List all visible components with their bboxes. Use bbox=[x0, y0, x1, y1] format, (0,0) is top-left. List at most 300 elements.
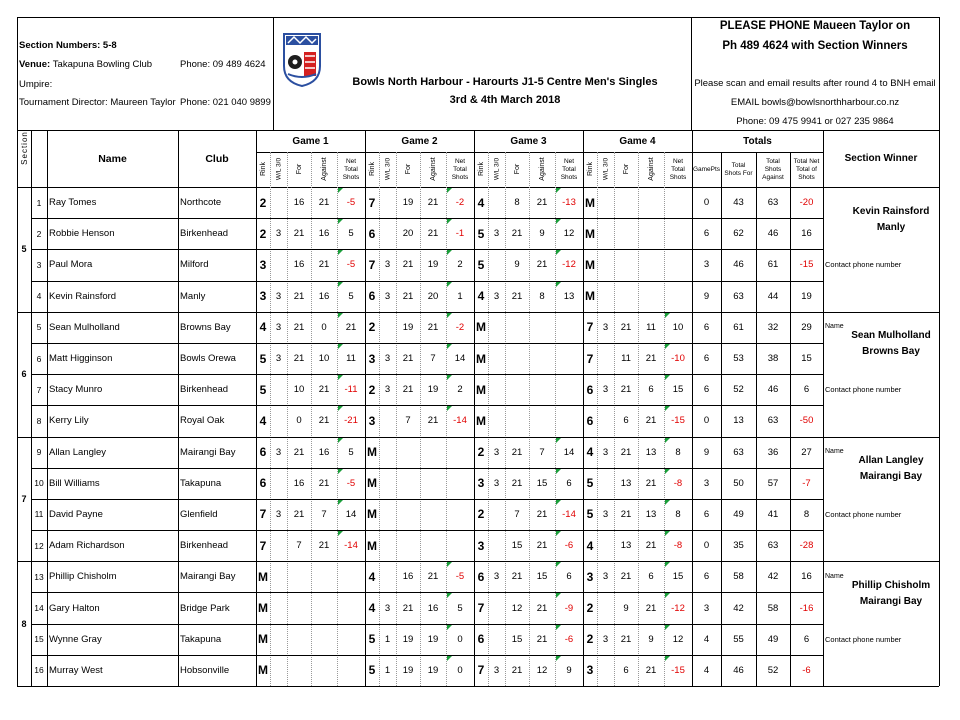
header-line: Shots bbox=[798, 173, 815, 181]
total-shots-for: 53 bbox=[733, 353, 744, 365]
game-3-for: 7 bbox=[514, 508, 520, 520]
player-name: David Payne bbox=[49, 508, 103, 520]
game-4-against: 21 bbox=[645, 664, 657, 676]
player-name: Kevin Rainsford bbox=[49, 290, 117, 302]
game-2-wl: 3 bbox=[384, 602, 391, 614]
game-4-rink: 7 bbox=[586, 320, 594, 335]
game-1-wl bbox=[270, 249, 287, 280]
game-3-against bbox=[529, 405, 555, 436]
game-4-net: 12 bbox=[672, 633, 684, 645]
game-4-against: 13 bbox=[645, 508, 657, 520]
total-game-pts: 6 bbox=[703, 228, 710, 240]
game-3-against: 9 bbox=[539, 228, 545, 240]
game-4-wl bbox=[597, 405, 614, 436]
total-net-shots: 8 bbox=[803, 508, 810, 520]
game-3-against-header: Against bbox=[538, 157, 546, 181]
winner-name-label: Name bbox=[825, 448, 844, 455]
game-3-net: 13 bbox=[563, 290, 575, 302]
comment-marker-icon bbox=[556, 656, 561, 661]
game-2-for: 21 bbox=[402, 353, 414, 365]
player-number: 4 bbox=[36, 291, 42, 302]
comment-marker-icon bbox=[338, 469, 343, 474]
comment-marker-icon bbox=[338, 344, 343, 349]
game-4-against bbox=[638, 218, 664, 249]
game-4-for: 9 bbox=[623, 602, 629, 614]
comment-marker-icon bbox=[447, 656, 452, 661]
bowls-north-harbour-logo bbox=[280, 32, 324, 88]
game-3-wl bbox=[488, 405, 505, 436]
player-number: 6 bbox=[36, 353, 42, 364]
total-net-shots: 15 bbox=[801, 353, 812, 365]
game-3-wl: 3 bbox=[493, 290, 500, 302]
net-header-line: Total bbox=[671, 165, 685, 173]
total-shots-for: 63 bbox=[733, 290, 744, 302]
game-2-wl bbox=[379, 218, 396, 249]
game-4-rink: 5 bbox=[586, 476, 594, 491]
game-3-wl bbox=[488, 624, 505, 655]
game-3-net bbox=[555, 343, 583, 374]
net-header-line: Net bbox=[345, 157, 357, 165]
game-3-net: -6 bbox=[564, 540, 574, 552]
comment-marker-icon bbox=[665, 562, 670, 567]
game-3-for bbox=[505, 374, 529, 405]
player-club: Birkenhead bbox=[180, 228, 229, 240]
header-divider-left bbox=[273, 17, 274, 130]
game-4-net: 8 bbox=[675, 446, 681, 458]
section-winner-name: Sean Mulholland bbox=[851, 330, 931, 342]
game-2-against: 16 bbox=[427, 602, 439, 614]
game-3-against: 15 bbox=[536, 571, 548, 583]
total-shots-against: 44 bbox=[767, 290, 779, 302]
total-shots-for: 35 bbox=[733, 540, 744, 552]
game-2-for: 19 bbox=[402, 197, 414, 209]
section-numbers: Section Numbers: 5-8 bbox=[19, 39, 117, 51]
comment-marker-icon bbox=[665, 313, 670, 318]
game-3-rink: 2 bbox=[477, 445, 485, 460]
comment-marker-icon bbox=[556, 438, 561, 443]
game-4-against-header: Against bbox=[647, 157, 655, 181]
game-4-wl bbox=[597, 187, 614, 218]
game-1-against: 16 bbox=[318, 228, 330, 240]
game-3-for bbox=[505, 405, 529, 436]
game-3-rink: 4 bbox=[477, 289, 485, 304]
game-4-wl: 3 bbox=[602, 508, 609, 520]
game-4-rink: 6 bbox=[586, 382, 594, 397]
game-3-wl bbox=[488, 374, 505, 405]
game-2-rink: 3 bbox=[368, 351, 376, 366]
section-winner-club: Mairangi Bay bbox=[859, 471, 923, 482]
game-1-wl: 3 bbox=[275, 290, 282, 302]
total-game-pts: 6 bbox=[703, 508, 710, 520]
game-1-wl bbox=[270, 655, 287, 686]
game-4-wl bbox=[597, 655, 614, 686]
section-winner-name: Allan Langley bbox=[858, 455, 924, 466]
game-3-for: 21 bbox=[511, 446, 523, 458]
game-3-rink: 7 bbox=[477, 663, 485, 678]
total-shots-for: 13 bbox=[733, 415, 744, 427]
player-club: Mairangi Bay bbox=[180, 446, 236, 458]
game-2-wl: 1 bbox=[384, 664, 391, 676]
game-4-for bbox=[614, 218, 638, 249]
game-2-rink: 7 bbox=[368, 257, 376, 272]
game-3-rink: 7 bbox=[477, 601, 485, 616]
comment-marker-icon bbox=[338, 250, 343, 255]
comment-marker-icon bbox=[447, 593, 452, 598]
player-club: Hobsonville bbox=[180, 664, 230, 676]
net-header-line: Shots bbox=[560, 173, 578, 181]
game-4-against: 21 bbox=[645, 477, 657, 489]
section-winner-club: Browns Bay bbox=[862, 346, 920, 358]
player-club: Birkenhead bbox=[180, 540, 229, 552]
game-4-wl bbox=[597, 592, 614, 623]
game-2-for-header: For bbox=[404, 163, 412, 175]
game-3-wl bbox=[488, 592, 505, 623]
game-2-wl bbox=[379, 530, 396, 561]
game-2-for: 21 bbox=[402, 290, 414, 302]
comment-marker-icon bbox=[556, 188, 561, 193]
game-4-for bbox=[614, 187, 638, 218]
comment-marker-icon bbox=[556, 593, 561, 598]
comment-marker-icon bbox=[338, 500, 343, 505]
comment-marker-icon bbox=[556, 531, 561, 536]
game-4-for bbox=[614, 249, 638, 280]
sheet-dates: 3rd & 4th March 2018 bbox=[449, 94, 561, 106]
game-4-net: 15 bbox=[672, 571, 684, 583]
game-1-rink: M bbox=[258, 569, 268, 584]
game-4-net: 8 bbox=[675, 508, 681, 520]
venue-label: Venue: bbox=[19, 58, 51, 70]
total-shots-for: 61 bbox=[733, 321, 744, 333]
header-line: Total Net bbox=[793, 157, 820, 165]
game-1-rink: 3 bbox=[259, 289, 267, 304]
total-game-pts: 4 bbox=[703, 664, 710, 676]
player-name: Paul Mora bbox=[49, 259, 93, 271]
player-number: 16 bbox=[34, 665, 44, 676]
player-club: Bridge Park bbox=[180, 602, 230, 614]
game-1-rink: 5 bbox=[259, 351, 267, 366]
net-header-line: Total bbox=[562, 165, 576, 173]
player-club: Bowls Orewa bbox=[180, 353, 236, 365]
game-3-rink: 6 bbox=[477, 632, 485, 647]
column-line bbox=[178, 130, 179, 686]
game-1-wl: 3 bbox=[275, 446, 282, 458]
game-1-wl bbox=[270, 592, 287, 623]
game-1-for bbox=[287, 592, 311, 623]
total-shots-for: 50 bbox=[733, 477, 744, 489]
game-3-net: 9 bbox=[566, 664, 572, 676]
game-1-wl: 3 bbox=[275, 353, 282, 365]
game-1-wl-header: W/L 3/0 bbox=[275, 157, 282, 181]
game-1-against: 21 bbox=[318, 197, 330, 209]
game-3-against: 21 bbox=[536, 197, 548, 209]
game-1-for: 16 bbox=[293, 259, 305, 271]
game-3-wl: 3 bbox=[493, 228, 500, 240]
game-2-rink: 4 bbox=[368, 569, 376, 584]
comment-marker-icon bbox=[556, 469, 561, 474]
section-winner-header: Section Winner bbox=[844, 153, 918, 164]
section-number: 7 bbox=[21, 493, 27, 504]
player-name: Phillip Chisholm bbox=[49, 571, 117, 583]
game-1-rink: 4 bbox=[259, 413, 267, 428]
player-name: Gary Halton bbox=[49, 602, 100, 614]
comment-marker-icon bbox=[665, 469, 670, 474]
game-4-wl bbox=[597, 343, 614, 374]
game-4-for: 21 bbox=[620, 321, 632, 333]
game-4-against: 21 bbox=[645, 353, 657, 365]
total-game-pts: 6 bbox=[703, 353, 710, 365]
club-header: Club bbox=[205, 152, 229, 165]
total-game-pts: 0 bbox=[703, 415, 710, 427]
game-4-for: 13 bbox=[620, 477, 632, 489]
game-1-rink: 7 bbox=[259, 538, 267, 553]
game-4-against: 21 bbox=[645, 415, 657, 427]
game-3-net bbox=[555, 405, 583, 436]
game-1-net bbox=[337, 624, 365, 655]
game-3-rink: 3 bbox=[477, 476, 485, 491]
game-1-for: 10 bbox=[293, 384, 305, 396]
game-2-for bbox=[396, 468, 420, 499]
game-3-against: 12 bbox=[536, 664, 548, 676]
game-1-against: 16 bbox=[318, 446, 330, 458]
header-line: Shots For bbox=[724, 169, 753, 177]
player-number: 5 bbox=[36, 322, 42, 333]
game-3-for: 21 bbox=[511, 664, 523, 676]
player-name: Robbie Henson bbox=[49, 228, 115, 240]
game-1-rink: 4 bbox=[259, 320, 267, 335]
game-2-net bbox=[446, 437, 474, 468]
game-3-net: -12 bbox=[562, 259, 576, 271]
comment-marker-icon bbox=[556, 282, 561, 287]
total-game-pts: 3 bbox=[703, 477, 710, 489]
total-shots-against: 52 bbox=[767, 664, 779, 676]
game-4-for: 11 bbox=[621, 353, 631, 365]
game-4-rink: 2 bbox=[586, 601, 594, 616]
phone-instruction-2: Ph 489 4624 with Section Winners bbox=[722, 40, 908, 52]
game-3-wl bbox=[488, 187, 505, 218]
game-3-for: 21 bbox=[511, 477, 523, 489]
game-1-wl: 3 bbox=[275, 228, 282, 240]
total-net-shots: -16 bbox=[799, 602, 814, 614]
game-4-for: 21 bbox=[620, 571, 632, 583]
game-2-rink-header: Rink bbox=[368, 162, 376, 176]
game-4-against bbox=[638, 187, 664, 218]
game-1-wl bbox=[270, 530, 287, 561]
game-3-rink: 6 bbox=[477, 569, 485, 584]
player-club: Takapuna bbox=[180, 477, 222, 489]
game-3-rink: 3 bbox=[477, 538, 485, 553]
game-4-net: 15 bbox=[672, 384, 684, 396]
total-game-pts: 0 bbox=[703, 197, 710, 209]
game-4-for-header: For bbox=[622, 163, 630, 175]
game-2-for: 21 bbox=[402, 602, 414, 614]
game-3-net bbox=[555, 312, 583, 343]
game-4-against: 11 bbox=[646, 321, 656, 333]
game-2-net: -5 bbox=[455, 571, 465, 583]
player-club: Mairangi Bay bbox=[180, 571, 236, 583]
game-1-wl bbox=[270, 187, 287, 218]
game-3-for bbox=[505, 312, 529, 343]
game-3-rink: M bbox=[476, 413, 486, 428]
game-2-wl bbox=[379, 405, 396, 436]
game-2-for: 21 bbox=[402, 259, 414, 271]
game-2-against: 20 bbox=[427, 290, 439, 302]
player-name: Allan Langley bbox=[49, 446, 107, 458]
game-4-net: -8 bbox=[673, 540, 683, 552]
game-3-wl: 3 bbox=[493, 571, 500, 583]
comment-marker-icon bbox=[665, 500, 670, 505]
game-3-against: 21 bbox=[536, 602, 548, 614]
game-3-rink: M bbox=[476, 320, 486, 335]
game-4-against: 13 bbox=[645, 446, 657, 458]
section-number: 5 bbox=[21, 244, 27, 255]
game-3-wl: 3 bbox=[493, 446, 500, 458]
phone-instruction-3: Phone: 09 475 9941 or 027 235 9864 bbox=[736, 115, 894, 127]
game-1-against: 21 bbox=[318, 259, 330, 271]
player-name: Murray West bbox=[49, 664, 103, 676]
game-2-wl bbox=[379, 499, 396, 530]
game-3-rink: 5 bbox=[477, 257, 485, 272]
game-3-net bbox=[555, 374, 583, 405]
game-1-against bbox=[311, 561, 337, 592]
game-2-net: -1 bbox=[455, 228, 465, 240]
game-3-against: 15 bbox=[536, 477, 548, 489]
total-shots-for: 55 bbox=[733, 633, 744, 645]
game-3-against: 21 bbox=[536, 540, 548, 552]
game-3-against: 8 bbox=[539, 290, 545, 302]
game-4-for: 21 bbox=[620, 508, 632, 520]
total-net-shots: 19 bbox=[801, 290, 812, 302]
comment-marker-icon bbox=[447, 313, 452, 318]
game-2-rink: 3 bbox=[368, 413, 376, 428]
umpire: Umpire: bbox=[19, 78, 53, 90]
game-1-net: 5 bbox=[348, 446, 354, 458]
comment-marker-icon bbox=[665, 438, 670, 443]
game-4-wl bbox=[597, 468, 614, 499]
game-1-against: 0 bbox=[321, 321, 327, 333]
game-2-against bbox=[420, 437, 446, 468]
player-name: Sean Mulholland bbox=[49, 321, 120, 333]
director-value: Maureen Taylor bbox=[110, 96, 176, 108]
game-2-net: 0 bbox=[457, 664, 463, 676]
game-4-wl bbox=[597, 249, 614, 280]
net-header-line: Net bbox=[672, 157, 684, 165]
comment-marker-icon bbox=[338, 188, 343, 193]
game-1-against: 21 bbox=[318, 477, 330, 489]
game-4-wl: 3 bbox=[602, 633, 609, 645]
name-header: Name bbox=[98, 152, 127, 165]
game-1-against: 16 bbox=[318, 290, 330, 302]
comment-marker-icon bbox=[556, 562, 561, 567]
director-phone: Phone: 021 040 9899 bbox=[180, 96, 271, 108]
player-name: Bill Williams bbox=[49, 477, 100, 489]
game-1-wl bbox=[270, 624, 287, 655]
game-4-rink: 7 bbox=[586, 351, 594, 366]
game-4-net: 10 bbox=[672, 321, 684, 333]
game-2-rink: 6 bbox=[368, 226, 376, 241]
game-3-wl bbox=[488, 249, 505, 280]
section-header-label: Section bbox=[19, 131, 29, 165]
net-header-line: Shots bbox=[451, 173, 469, 181]
game-1-net: -14 bbox=[344, 540, 358, 552]
game-3-wl-header: W/L 3/0 bbox=[493, 157, 500, 181]
game-2-rink: 2 bbox=[368, 320, 376, 335]
comment-marker-icon bbox=[447, 375, 452, 380]
player-name: Ray Tomes bbox=[49, 197, 97, 209]
comment-marker-icon bbox=[447, 344, 452, 349]
game-1-for: 16 bbox=[293, 477, 305, 489]
total-net-shots: 16 bbox=[801, 571, 812, 583]
game-2-against: 19 bbox=[427, 384, 439, 396]
game-4-rink: 4 bbox=[586, 445, 594, 460]
venue-phone: Phone: 09 489 4624 bbox=[180, 58, 266, 70]
game-2-net bbox=[446, 530, 474, 561]
game-1-for: 21 bbox=[293, 290, 305, 302]
total-shots-against: 36 bbox=[767, 446, 779, 458]
game-4-net: -10 bbox=[671, 353, 685, 365]
player-number: 9 bbox=[36, 447, 42, 458]
game-3-wl: 3 bbox=[493, 664, 500, 676]
player-club: Milford bbox=[180, 259, 209, 271]
game-4-against: 21 bbox=[645, 602, 657, 614]
game-2-wl bbox=[379, 561, 396, 592]
game-3-against: 21 bbox=[536, 259, 548, 271]
game-1-against: 10 bbox=[318, 353, 330, 365]
game-4-for: 21 bbox=[620, 384, 632, 396]
game-2-against: 19 bbox=[427, 664, 439, 676]
game-2-for bbox=[396, 499, 420, 530]
game-2-for: 21 bbox=[402, 384, 414, 396]
game-3-rink-header: Rink bbox=[477, 162, 485, 176]
game-1-rink: 3 bbox=[259, 257, 267, 272]
contact-phone-number: Contact phone number bbox=[825, 634, 902, 644]
game-2-wl: 1 bbox=[384, 633, 391, 645]
game-4-rink: M bbox=[585, 226, 595, 241]
game-4-wl: 3 bbox=[602, 321, 609, 333]
game-2-net: -14 bbox=[453, 415, 467, 427]
comment-marker-icon bbox=[338, 438, 343, 443]
game-3-for: 15 bbox=[511, 633, 523, 645]
game-2-net: -2 bbox=[455, 321, 465, 333]
game-3-wl: 3 bbox=[493, 477, 500, 489]
email-instruction: EMAIL bowls@bowlsnorthharbour.co.nz bbox=[730, 96, 900, 108]
game-1-against bbox=[311, 624, 337, 655]
game-1-net: -5 bbox=[346, 477, 356, 489]
total-game-pts: 9 bbox=[703, 290, 710, 302]
total-game-pts: 6 bbox=[703, 321, 710, 333]
game-2-rink: 2 bbox=[368, 382, 376, 397]
comment-marker-icon bbox=[556, 500, 561, 505]
game-4-against: 6 bbox=[648, 384, 654, 396]
game-4-rink: 4 bbox=[586, 538, 594, 553]
total-shots-against: 42 bbox=[767, 571, 779, 583]
total-shots-for: 46 bbox=[733, 664, 744, 676]
net-header-line: Total bbox=[453, 165, 467, 173]
game-4-rink: M bbox=[585, 289, 595, 304]
game-2-net: 2 bbox=[457, 384, 463, 396]
game-3-wl bbox=[488, 312, 505, 343]
total-shots-for: 62 bbox=[733, 228, 744, 240]
comment-marker-icon bbox=[338, 313, 343, 318]
game-1-for: 21 bbox=[293, 446, 305, 458]
game-2-wl bbox=[379, 437, 396, 468]
game-2-for: 20 bbox=[402, 228, 414, 240]
game-4-net: -15 bbox=[671, 415, 685, 427]
game-1-for bbox=[287, 655, 311, 686]
game-4-for: 21 bbox=[620, 633, 632, 645]
total-game-pts: 3 bbox=[703, 259, 710, 271]
game-3-against: 21 bbox=[536, 508, 548, 520]
player-club: Northcote bbox=[180, 197, 222, 209]
